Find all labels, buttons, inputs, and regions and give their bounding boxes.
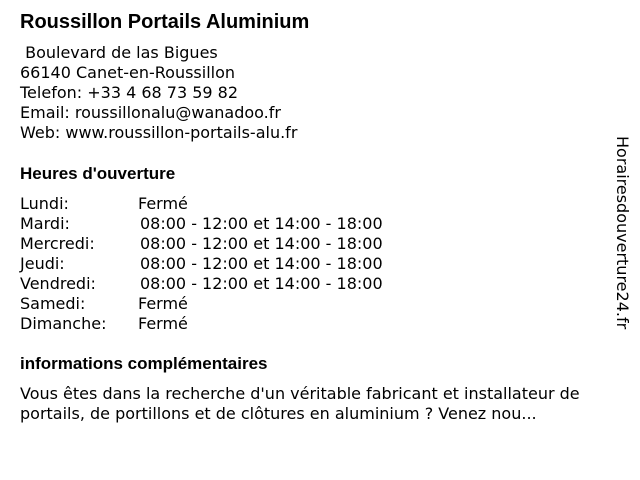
- day-label: Mardi:: [20, 214, 70, 233]
- hours-row-saturday: [20, 294, 460, 314]
- hours-row-friday: [20, 274, 460, 294]
- day-label: Dimanche:: [20, 314, 107, 333]
- day-label: Vendredi:: [20, 274, 96, 293]
- hours-row-sunday: [20, 314, 460, 334]
- day-label: Jeudi:: [20, 254, 65, 273]
- email-address: Email: roussillonalu@wanadoo.fr: [20, 103, 281, 122]
- day-hours: 08:00 - 12:00 et 14:00 - 18:00: [140, 234, 383, 253]
- business-name: Roussillon Portails Aluminium: [20, 11, 310, 33]
- website: Web: www.roussillon-portails-alu.fr: [20, 123, 298, 142]
- additional-info-heading: informations complémentaires: [20, 354, 268, 373]
- day-hours: Fermé: [138, 194, 188, 213]
- day-hours: Fermé: [138, 294, 188, 313]
- day-hours: 08:00 - 12:00 et 14:00 - 18:00: [140, 254, 383, 273]
- day-hours: 08:00 - 12:00 et 14:00 - 18:00: [140, 274, 383, 293]
- day-label: Samedi:: [20, 294, 86, 313]
- business-description: Vous êtes dans la recherche d'un véritable fabricant et installateur de portails, de portillons et de clôtures en aluminium ? Venez nou...: [20, 384, 580, 423]
- hours-row-wednesday: [20, 234, 460, 254]
- day-hours: Fermé: [138, 314, 188, 333]
- business-address: [20, 43, 297, 143]
- city-postal-code: 66140 Canet-en-Roussillon: [20, 63, 236, 82]
- hours-row-monday: [20, 194, 460, 214]
- hours-row-tuesday: [20, 214, 460, 234]
- street-address: Boulevard de las Bigues: [20, 43, 218, 62]
- opening-hours-heading: Heures d'ouverture: [20, 164, 176, 183]
- phone-number: Telefon: +33 4 68 73 59 82: [20, 83, 239, 102]
- day-label: Lundi:: [20, 194, 69, 213]
- hours-row-thursday: [20, 254, 460, 274]
- site-brand-vertical: Horairesdouverture24.fr: [613, 136, 632, 330]
- day-label: Mercredi:: [20, 234, 95, 253]
- day-hours: 08:00 - 12:00 et 14:00 - 18:00: [140, 214, 383, 233]
- opening-hours-table: [20, 194, 460, 334]
